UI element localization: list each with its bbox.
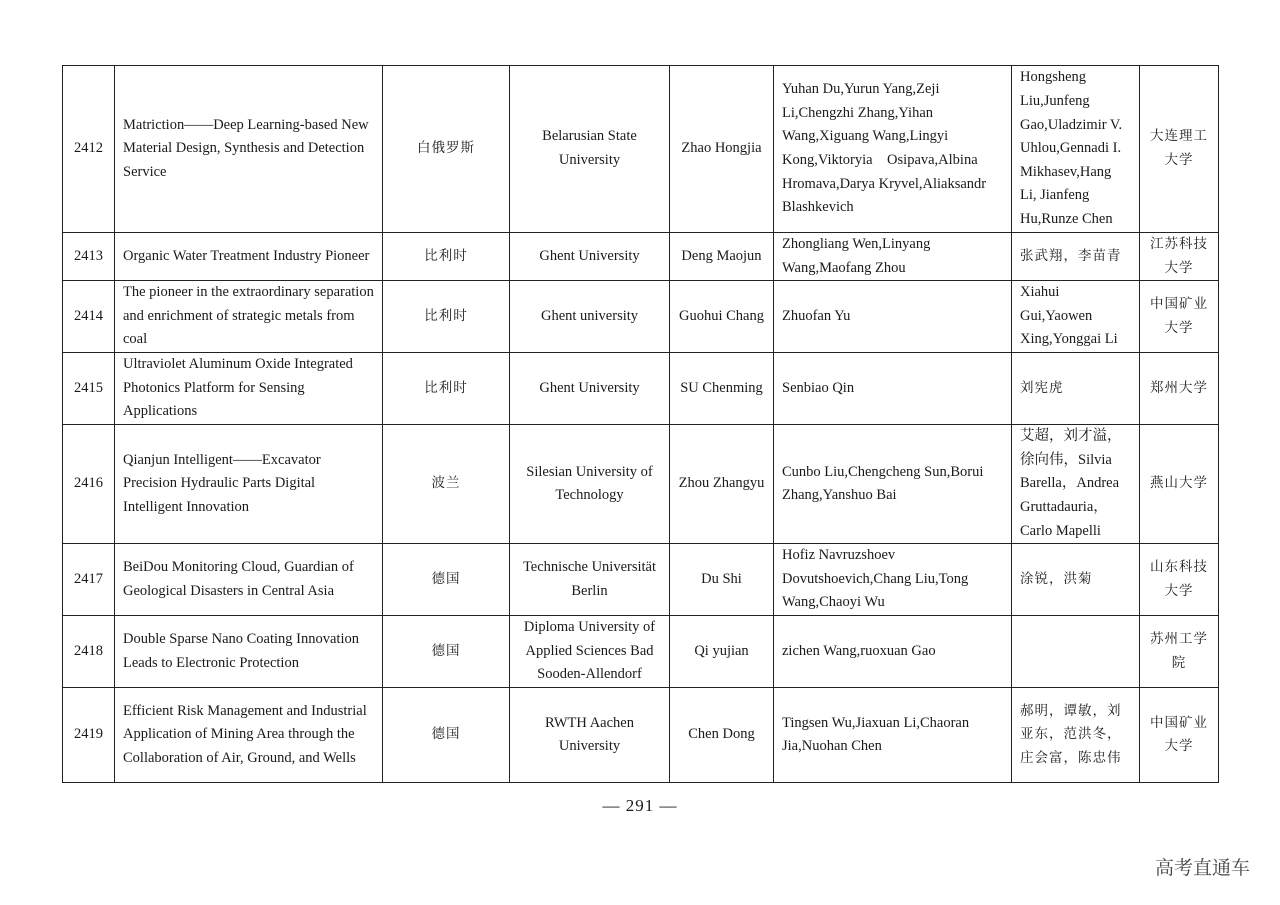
- partner-university: Ghent University: [510, 233, 670, 281]
- project-id: 2416: [63, 425, 115, 544]
- partner-country: 波兰: [383, 425, 510, 544]
- project-leader: Qi yujian: [670, 616, 774, 688]
- table-row: [63, 66, 1219, 233]
- project-leader: SU Chenming: [670, 353, 774, 425]
- home-university: 中国矿业大学: [1140, 281, 1219, 353]
- project-id: 2414: [63, 281, 115, 353]
- table-row: [63, 688, 1219, 783]
- partner-university: Ghent university: [510, 281, 670, 353]
- partner-country: 德国: [383, 688, 510, 783]
- team-members: Senbiao Qin: [774, 353, 1012, 425]
- project-id: 2419: [63, 688, 115, 783]
- home-university: 山东科技大学: [1140, 544, 1219, 616]
- project-title: Matriction——Deep Learning-based New Material Design, Synthesis and Detection Service: [115, 66, 383, 233]
- home-university: 江苏科技大学: [1140, 233, 1219, 281]
- partner-university: Technische Universität Berlin: [510, 544, 670, 616]
- project-title: The pioneer in the extraordinary separation and enrichment of strategic metals from coal: [115, 281, 383, 353]
- project-title: BeiDou Monitoring Cloud, Guardian of Geological Disasters in Central Asia: [115, 544, 383, 616]
- project-title: Efficient Risk Management and Industrial Application of Mining Area through the Collaboration of Air, Ground, and Wells: [115, 688, 383, 783]
- table-row: [63, 616, 1219, 688]
- partner-country: 德国: [383, 616, 510, 688]
- team-members: Cunbo Liu,Chengcheng Sun,Borui Zhang,Yanshuo Bai: [774, 425, 1012, 544]
- project-leader: Zhao Hongjia: [670, 66, 774, 233]
- advisors: Xiahui Gui,Yaowen Xing,Yonggai Li: [1012, 281, 1140, 353]
- home-university: 中国矿业大学: [1140, 688, 1219, 783]
- home-university: 郑州大学: [1140, 353, 1219, 425]
- partner-country: 比利时: [383, 353, 510, 425]
- advisors: 郝明，谭敏，刘亚东，范洪冬，庄会富，陈忠伟: [1012, 688, 1140, 783]
- table-row: [63, 233, 1219, 281]
- project-title: Organic Water Treatment Industry Pioneer: [115, 233, 383, 281]
- home-university: 大连理工大学: [1140, 66, 1219, 233]
- watermark: 高考直通车: [1154, 857, 1250, 879]
- advisors: 刘宪虎: [1012, 353, 1140, 425]
- project-table: [62, 65, 1219, 783]
- advisors: [1012, 616, 1140, 688]
- partner-country: 比利时: [383, 281, 510, 353]
- partner-university: Belarusian State University: [510, 66, 670, 233]
- project-id: 2413: [63, 233, 115, 281]
- team-members: zichen Wang,ruoxuan Gao: [774, 616, 1012, 688]
- table-row: [63, 353, 1219, 425]
- project-leader: Chen Dong: [670, 688, 774, 783]
- project-leader: Guohui Chang: [670, 281, 774, 353]
- advisors: 张武翔，李苗青: [1012, 233, 1140, 281]
- partner-university: RWTH Aachen University: [510, 688, 670, 783]
- home-university: 苏州工学院: [1140, 616, 1219, 688]
- advisors: Hongsheng Liu,Junfeng Gao,Uladzimir V. Uhlou,Gennadi I. Mikhasev,Hang Li, Jianfeng Hu,Runze Chen: [1012, 66, 1140, 233]
- project-id: 2417: [63, 544, 115, 616]
- team-members: Yuhan Du,Yurun Yang,Zeji Li,Chengzhi Zhang,Yihan Wang,Xiguang Wang,Lingyi Kong,Viktoryia Osipava,Albina Hromava,Darya Kryvel,Aliaksandr Blashkevich: [774, 66, 1012, 233]
- team-members: Tingsen Wu,Jiaxuan Li,Chaoran Jia,Nuohan Chen: [774, 688, 1012, 783]
- table-row: [63, 544, 1219, 616]
- project-title: Ultraviolet Aluminum Oxide Integrated Photonics Platform for Sensing Applications: [115, 353, 383, 425]
- project-id: 2418: [63, 616, 115, 688]
- partner-country: 比利时: [383, 233, 510, 281]
- project-leader: Du Shi: [670, 544, 774, 616]
- team-members: Hofiz Navruzshoev Dovutshoevich,Chang Liu,Tong Wang,Chaoyi Wu: [774, 544, 1012, 616]
- advisors: 涂锐，洪菊: [1012, 544, 1140, 616]
- page-number: — 291 —: [602, 796, 678, 815]
- project-title: Double Sparse Nano Coating Innovation Leads to Electronic Protection: [115, 616, 383, 688]
- project-id: 2415: [63, 353, 115, 425]
- project-leader: Deng Maojun: [670, 233, 774, 281]
- table-row: [63, 425, 1219, 544]
- project-leader: Zhou Zhangyu: [670, 425, 774, 544]
- team-members: Zhuofan Yu: [774, 281, 1012, 353]
- project-title: Qianjun Intelligent——Excavator Precision Hydraulic Parts Digital Intelligent Innovation: [115, 425, 383, 544]
- team-members: Zhongliang Wen,Linyang Wang,Maofang Zhou: [774, 233, 1012, 281]
- table-row: [63, 281, 1219, 353]
- project-id: 2412: [63, 66, 115, 233]
- partner-university: Silesian University of Technology: [510, 425, 670, 544]
- partner-university: Ghent University: [510, 353, 670, 425]
- partner-university: Diploma University of Applied Sciences Bad Sooden-Allendorf: [510, 616, 670, 688]
- home-university: 燕山大学: [1140, 425, 1219, 544]
- partner-country: 德国: [383, 544, 510, 616]
- partner-country: 白俄罗斯: [383, 66, 510, 233]
- advisors: 艾超，刘才溢，徐向伟，Silvia Barella，Andrea Gruttadauria，Carlo Mapelli: [1012, 425, 1140, 544]
